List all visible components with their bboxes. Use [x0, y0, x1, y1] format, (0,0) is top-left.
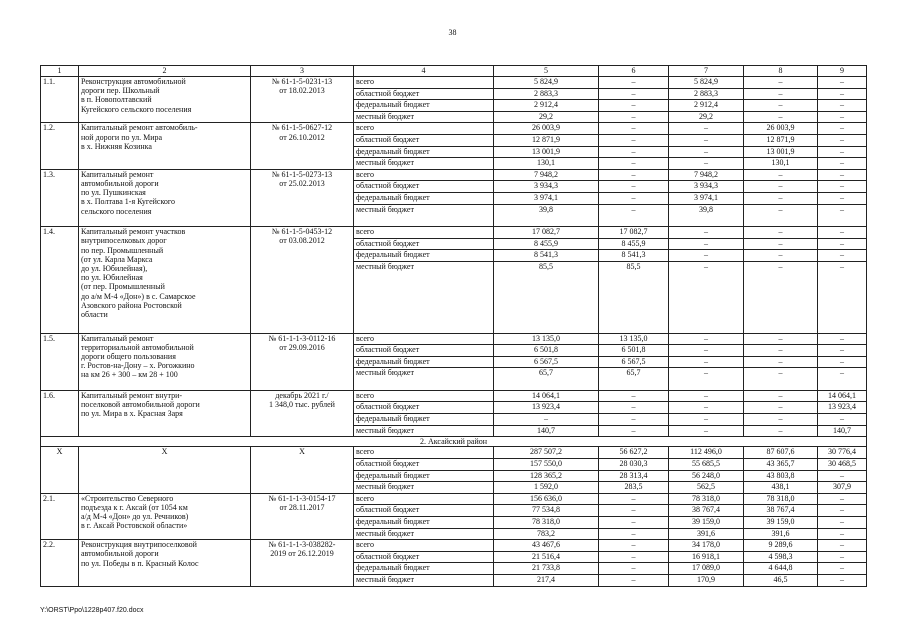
- amount-cell: –: [669, 425, 744, 437]
- amount-cell: –: [818, 192, 867, 204]
- funding-source: местный бюджет: [354, 482, 494, 494]
- amount-cell: –: [599, 402, 669, 414]
- column-number: 2: [79, 66, 251, 77]
- amount-cell: 5 824,9: [669, 77, 744, 89]
- amount-cell: –: [599, 77, 669, 89]
- amount-cell: –: [599, 574, 669, 586]
- amount-cell: 307,9: [818, 482, 867, 494]
- amount-cell: –: [599, 111, 669, 123]
- amount-cell: 391,6: [744, 528, 818, 540]
- funding-source: местный бюджет: [354, 425, 494, 437]
- amount-cell: –: [599, 123, 669, 135]
- funding-source: всего: [354, 540, 494, 552]
- amount-cell: –: [599, 146, 669, 158]
- amount-cell: –: [669, 390, 744, 402]
- amount-cell: 6 567,5: [494, 356, 599, 368]
- amount-cell: 39,8: [669, 204, 744, 227]
- amount-cell: –: [818, 356, 867, 368]
- table-row: [41, 447, 867, 459]
- amount-cell: –: [599, 551, 669, 563]
- amount-cell: –: [818, 368, 867, 391]
- amount-cell: –: [669, 368, 744, 391]
- amount-cell: 43 467,6: [494, 540, 599, 552]
- funding-source: местный бюджет: [354, 261, 494, 333]
- funding-source: федеральный бюджет: [354, 517, 494, 529]
- amount-cell: –: [818, 100, 867, 112]
- funding-source: федеральный бюджет: [354, 192, 494, 204]
- object-name: Капитальный ремонт автомобильной дороги по ул. Пушкинская в х. Полтава 1-я Кугейского сельского поселения: [79, 169, 251, 226]
- amount-cell: 6 501,8: [494, 345, 599, 357]
- amount-cell: 287 507,2: [494, 447, 599, 459]
- amount-cell: –: [818, 505, 867, 517]
- amount-cell: –: [599, 192, 669, 204]
- funding-source: всего: [354, 77, 494, 89]
- amount-cell: –: [599, 390, 669, 402]
- amount-cell: –: [818, 123, 867, 135]
- amount-cell: 2 883,3: [669, 88, 744, 100]
- amount-cell: 43 803,8: [744, 470, 818, 482]
- table-row: [41, 77, 867, 89]
- amount-cell: –: [669, 261, 744, 333]
- amount-cell: –: [818, 169, 867, 181]
- amount-cell: –: [818, 551, 867, 563]
- amount-cell: 3 974,1: [669, 192, 744, 204]
- amount-cell: 130,1: [744, 158, 818, 170]
- amount-cell: 6 501,8: [599, 345, 669, 357]
- item-number: 1.5.: [41, 333, 79, 390]
- object-name: Капитальный ремонт автомобиль- ной дороги по ул. Мира в х. Нижняя Козинка: [79, 123, 251, 169]
- amount-cell: –: [818, 563, 867, 575]
- amount-cell: 8 541,3: [494, 250, 599, 262]
- amount-cell: 17 089,0: [669, 563, 744, 575]
- funding-source: федеральный бюджет: [354, 563, 494, 575]
- amount-cell: 77 534,8: [494, 505, 599, 517]
- amount-cell: –: [669, 158, 744, 170]
- amount-cell: 391,6: [669, 528, 744, 540]
- amount-cell: –: [818, 470, 867, 482]
- amount-cell: 13 135,0: [599, 333, 669, 345]
- amount-cell: –: [818, 528, 867, 540]
- amount-cell: 157 550,0: [494, 459, 599, 471]
- funding-source: всего: [354, 333, 494, 345]
- amount-cell: –: [818, 574, 867, 586]
- funding-source: местный бюджет: [354, 574, 494, 586]
- amount-cell: –: [669, 227, 744, 239]
- page-number: 38: [448, 28, 457, 37]
- funding-source: федеральный бюджет: [354, 414, 494, 426]
- amount-cell: –: [818, 493, 867, 505]
- object-name: Реконструкция внутрипоселковой автомобильной дороги по ул. Победы в п. Красный Колос: [79, 540, 251, 586]
- amount-cell: 29,2: [494, 111, 599, 123]
- amount-cell: 39 159,0: [744, 517, 818, 529]
- item-number: 1.3.: [41, 169, 79, 226]
- amount-cell: –: [599, 134, 669, 146]
- object-name: Капитальный ремонт территориальной автомобильной дороги общего пользования г. Ростов-на-Дону – х. Рогожкино на км 26 + 300 – км 28 + 100: [79, 333, 251, 390]
- amount-cell: –: [744, 227, 818, 239]
- item-number: 1.4.: [41, 227, 79, 333]
- section-title: 2. Аксайский район: [41, 437, 867, 447]
- amount-cell: –: [744, 390, 818, 402]
- amount-cell: 13 923,4: [818, 402, 867, 414]
- amount-cell: –: [599, 493, 669, 505]
- amount-cell: 217,4: [494, 574, 599, 586]
- funding-source: всего: [354, 123, 494, 135]
- amount-cell: 43 365,7: [744, 459, 818, 471]
- amount-cell: –: [599, 414, 669, 426]
- amount-cell: –: [744, 204, 818, 227]
- amount-cell: –: [599, 169, 669, 181]
- amount-cell: 28 030,3: [599, 459, 669, 471]
- amount-cell: 65,7: [599, 368, 669, 391]
- amount-cell: –: [744, 181, 818, 193]
- document-reference: № 61-1-5-0273-13 от 25.02.2013: [251, 169, 354, 226]
- funding-source: всего: [354, 169, 494, 181]
- amount-cell: 17 082,7: [494, 227, 599, 239]
- object-name: Х: [79, 447, 251, 493]
- amount-cell: –: [599, 100, 669, 112]
- item-number: Х: [41, 447, 79, 493]
- amount-cell: –: [818, 204, 867, 227]
- amount-cell: 17 082,7: [599, 227, 669, 239]
- amount-cell: –: [669, 356, 744, 368]
- amount-cell: 112 496,0: [669, 447, 744, 459]
- amount-cell: –: [599, 540, 669, 552]
- column-number: 4: [354, 66, 494, 77]
- amount-cell: –: [599, 517, 669, 529]
- column-number: 1: [41, 66, 79, 77]
- section-row: [41, 437, 867, 447]
- amount-cell: –: [599, 528, 669, 540]
- funding-source: областной бюджет: [354, 459, 494, 471]
- amount-cell: 21 516,4: [494, 551, 599, 563]
- amount-cell: 2 912,4: [669, 100, 744, 112]
- amount-cell: –: [818, 146, 867, 158]
- amount-cell: 4 644,8: [744, 563, 818, 575]
- amount-cell: –: [818, 414, 867, 426]
- amount-cell: –: [599, 158, 669, 170]
- amount-cell: 39 159,0: [669, 517, 744, 529]
- amount-cell: 78 318,0: [494, 517, 599, 529]
- amount-cell: 3 934,3: [669, 181, 744, 193]
- amount-cell: –: [818, 77, 867, 89]
- item-number: 2.2.: [41, 540, 79, 586]
- amount-cell: –: [818, 250, 867, 262]
- amount-cell: –: [744, 169, 818, 181]
- document-reference: Х: [251, 447, 354, 493]
- table-row: [41, 540, 867, 552]
- amount-cell: 4 598,3: [744, 551, 818, 563]
- funding-source: федеральный бюджет: [354, 470, 494, 482]
- column-number: 5: [494, 66, 599, 77]
- table-row: [41, 493, 867, 505]
- document-reference: № 61-1-5-0627-12 от 26.10.2012: [251, 123, 354, 169]
- amount-cell: –: [818, 227, 867, 239]
- table-row: [41, 227, 867, 239]
- amount-cell: 28 313,4: [599, 470, 669, 482]
- amount-cell: –: [669, 238, 744, 250]
- column-number-row: [41, 66, 867, 77]
- object-name: Капитальный ремонт внутри- поселковой автомобильной дороги по ул. Мира в х. Красная Заря: [79, 390, 251, 436]
- table-row: [41, 169, 867, 181]
- funding-source: областной бюджет: [354, 402, 494, 414]
- amount-cell: –: [669, 146, 744, 158]
- amount-cell: 39,8: [494, 204, 599, 227]
- amount-cell: 130,1: [494, 158, 599, 170]
- amount-cell: 9 289,6: [744, 540, 818, 552]
- amount-cell: 38 767,4: [744, 505, 818, 517]
- amount-cell: 140,7: [818, 425, 867, 437]
- amount-cell: 8 541,3: [599, 250, 669, 262]
- funding-source: федеральный бюджет: [354, 250, 494, 262]
- amount-cell: 30 776,4: [818, 447, 867, 459]
- amount-cell: –: [744, 192, 818, 204]
- amount-cell: 21 733,8: [494, 563, 599, 575]
- funding-source: областной бюджет: [354, 134, 494, 146]
- item-number: 1.1.: [41, 77, 79, 123]
- funding-source: областной бюджет: [354, 551, 494, 563]
- object-name: Капитальный ремонт участков внутрипоселковых дорог по пер. Промышленный (от ул. Карла Маркса до ул. Юбилейная), по ул. Юбилейная (от пер. Промышленный до а/м М-4 «Дон») в с. Самарское Азовского района Ростовской области: [79, 227, 251, 333]
- amount-cell: –: [818, 134, 867, 146]
- amount-cell: –: [669, 402, 744, 414]
- amount-cell: –: [818, 181, 867, 193]
- amount-cell: 46,5: [744, 574, 818, 586]
- funding-source: всего: [354, 390, 494, 402]
- amount-cell: –: [744, 356, 818, 368]
- item-number: 1.6.: [41, 390, 79, 436]
- funding-source: областной бюджет: [354, 505, 494, 517]
- file-path-footer: Y:\ORST\Ppo\1228p407.f20.docx: [40, 607, 144, 614]
- funding-source: всего: [354, 227, 494, 239]
- amount-cell: –: [818, 111, 867, 123]
- table-row: [41, 123, 867, 135]
- amount-cell: –: [744, 345, 818, 357]
- object-name: «Строительство Северного подъезда к г. Аксай (от 1054 км а/д М-4 «Дон» до ул. Речников) в г. Аксай Ростовской области»: [79, 493, 251, 539]
- amount-cell: –: [744, 88, 818, 100]
- amount-cell: –: [818, 238, 867, 250]
- amount-cell: 5 824,9: [494, 77, 599, 89]
- amount-cell: 8 455,9: [599, 238, 669, 250]
- amount-cell: –: [744, 261, 818, 333]
- amount-cell: 438,1: [744, 482, 818, 494]
- amount-cell: –: [818, 345, 867, 357]
- amount-cell: 16 918,1: [669, 551, 744, 563]
- amount-cell: 128 365,2: [494, 470, 599, 482]
- amount-cell: 34 178,0: [669, 540, 744, 552]
- amount-cell: –: [669, 414, 744, 426]
- amount-cell: –: [744, 250, 818, 262]
- document-reference: № 61-1-1-3-0154-17 от 28.11.2017: [251, 493, 354, 539]
- amount-cell: 55 685,5: [669, 459, 744, 471]
- amount-cell: –: [599, 505, 669, 517]
- amount-cell: –: [599, 425, 669, 437]
- column-number: 6: [599, 66, 669, 77]
- document-reference: № 61-1-5-0453-12 от 03.08.2012: [251, 227, 354, 333]
- amount-cell: 30 468,5: [818, 459, 867, 471]
- amount-cell: 87 607,6: [744, 447, 818, 459]
- amount-cell: 8 455,9: [494, 238, 599, 250]
- amount-cell: 1 592,0: [494, 482, 599, 494]
- funding-source: областной бюджет: [354, 181, 494, 193]
- funding-source: всего: [354, 447, 494, 459]
- amount-cell: –: [818, 88, 867, 100]
- amount-cell: 38 767,4: [669, 505, 744, 517]
- amount-cell: 14 064,1: [494, 390, 599, 402]
- amount-cell: 562,5: [669, 482, 744, 494]
- amount-cell: –: [669, 333, 744, 345]
- amount-cell: 3 934,3: [494, 181, 599, 193]
- amount-cell: –: [818, 158, 867, 170]
- funding-source: местный бюджет: [354, 528, 494, 540]
- funding-source: областной бюджет: [354, 345, 494, 357]
- amount-cell: 7 948,2: [669, 169, 744, 181]
- amount-cell: 26 003,9: [494, 123, 599, 135]
- table-row: [41, 390, 867, 402]
- amount-cell: –: [744, 111, 818, 123]
- amount-cell: 6 567,5: [599, 356, 669, 368]
- amount-cell: –: [744, 333, 818, 345]
- amount-cell: –: [744, 77, 818, 89]
- funding-source: местный бюджет: [354, 204, 494, 227]
- amount-cell: –: [669, 123, 744, 135]
- amount-cell: –: [818, 517, 867, 529]
- column-number: 3: [251, 66, 354, 77]
- amount-cell: 78 318,0: [669, 493, 744, 505]
- amount-cell: –: [744, 368, 818, 391]
- column-number: 9: [818, 66, 867, 77]
- amount-cell: 170,9: [669, 574, 744, 586]
- amount-cell: 2 883,3: [494, 88, 599, 100]
- column-number: 8: [744, 66, 818, 77]
- amount-cell: 283,5: [599, 482, 669, 494]
- funding-source: федеральный бюджет: [354, 356, 494, 368]
- amount-cell: –: [818, 540, 867, 552]
- amount-cell: –: [744, 414, 818, 426]
- amount-cell: 156 636,0: [494, 493, 599, 505]
- funding-source: областной бюджет: [354, 238, 494, 250]
- funding-source: всего: [354, 493, 494, 505]
- amount-cell: 7 948,2: [494, 169, 599, 181]
- amount-cell: –: [494, 414, 599, 426]
- item-number: 1.2.: [41, 123, 79, 169]
- column-number: 7: [669, 66, 744, 77]
- amount-cell: 56 248,0: [669, 470, 744, 482]
- amount-cell: –: [744, 402, 818, 414]
- amount-cell: 14 064,1: [818, 390, 867, 402]
- amount-cell: 29,2: [669, 111, 744, 123]
- amount-cell: 12 871,9: [744, 134, 818, 146]
- funding-source: местный бюджет: [354, 111, 494, 123]
- funding-source: местный бюджет: [354, 158, 494, 170]
- amount-cell: 56 627,2: [599, 447, 669, 459]
- amount-cell: 12 871,9: [494, 134, 599, 146]
- table-row: [41, 333, 867, 345]
- funding-source: федеральный бюджет: [354, 146, 494, 158]
- document-reference: № 61-1-1-3-038282- 2019 от 26.12.2019: [251, 540, 354, 586]
- funding-source: местный бюджет: [354, 368, 494, 391]
- document-reference: № 61-1-5-0231-13 от 18.02.2013: [251, 77, 354, 123]
- amount-cell: 65,7: [494, 368, 599, 391]
- amount-cell: –: [669, 250, 744, 262]
- document-reference: № 61-1-1-3-0112-16 от 29.09.2016: [251, 333, 354, 390]
- object-name: Реконструкция автомобильной дороги пер. Школьный в п. Новополтавский Кугейского сельского поселения: [79, 77, 251, 123]
- amount-cell: –: [818, 261, 867, 333]
- amount-cell: –: [599, 181, 669, 193]
- document-reference: декабрь 2021 г./ 1 348,0 тыс. рублей: [251, 390, 354, 436]
- amount-cell: 3 974,1: [494, 192, 599, 204]
- amount-cell: –: [599, 204, 669, 227]
- amount-cell: –: [599, 563, 669, 575]
- amount-cell: –: [744, 425, 818, 437]
- funding-source: федеральный бюджет: [354, 100, 494, 112]
- amount-cell: 13 923,4: [494, 402, 599, 414]
- amount-cell: 2 912,4: [494, 100, 599, 112]
- amount-cell: –: [599, 88, 669, 100]
- amount-cell: –: [669, 345, 744, 357]
- amount-cell: 85,5: [599, 261, 669, 333]
- amount-cell: 78 318,0: [744, 493, 818, 505]
- budget-table: [40, 65, 867, 587]
- amount-cell: 26 003,9: [744, 123, 818, 135]
- amount-cell: 13 001,9: [744, 146, 818, 158]
- item-number: 2.1.: [41, 493, 79, 539]
- funding-source: областной бюджет: [354, 88, 494, 100]
- amount-cell: –: [744, 238, 818, 250]
- amount-cell: 13 001,9: [494, 146, 599, 158]
- amount-cell: 140,7: [494, 425, 599, 437]
- amount-cell: 783,2: [494, 528, 599, 540]
- amount-cell: –: [669, 134, 744, 146]
- amount-cell: 13 135,0: [494, 333, 599, 345]
- amount-cell: 85,5: [494, 261, 599, 333]
- amount-cell: –: [818, 333, 867, 345]
- amount-cell: –: [744, 100, 818, 112]
